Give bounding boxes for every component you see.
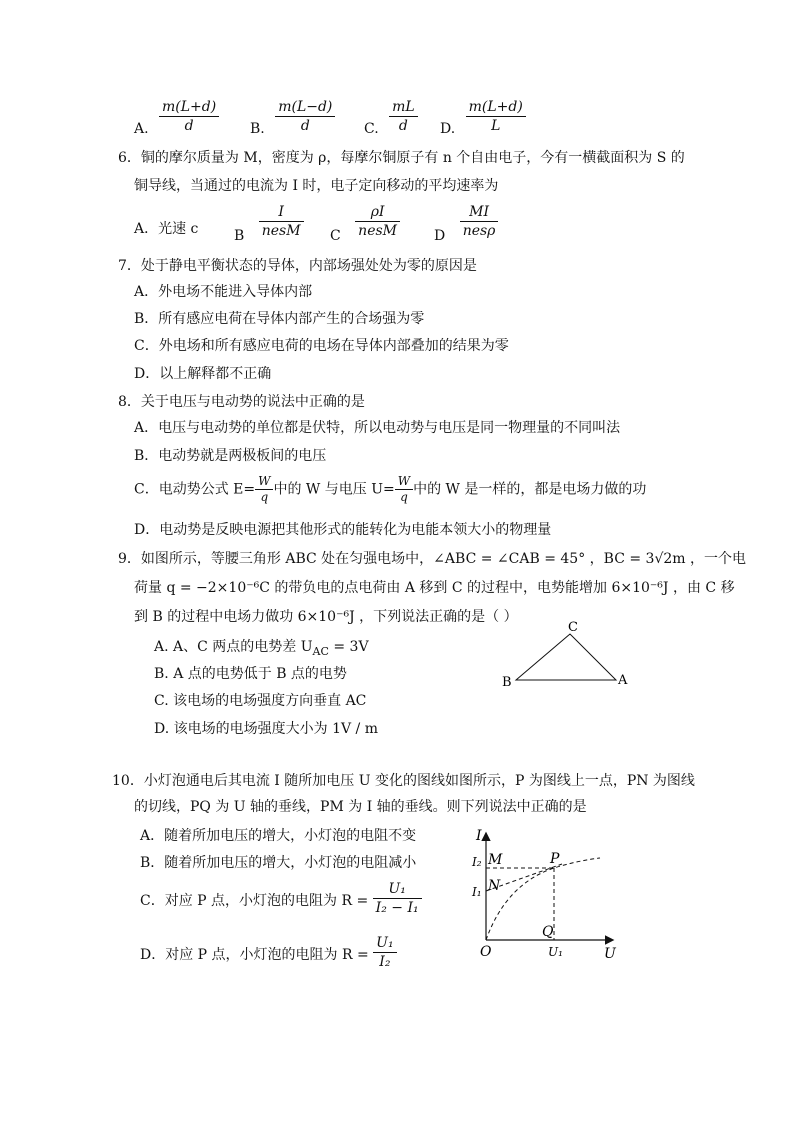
q8-option-c-mid: 中的 W 与电压 U=	[273, 481, 395, 498]
q5-option-a-label: A.	[134, 120, 149, 137]
q6-option-b-num: I	[259, 203, 304, 222]
label-p: P	[550, 851, 560, 867]
triangle-label-b: B	[502, 675, 512, 690]
q8-stem: 8．关于电压与电动势的说法中正确的是	[118, 394, 365, 410]
q6-option-c-label: C	[330, 227, 341, 244]
q5-option-d-num: m(L+d)	[466, 98, 526, 117]
q8-option-c-frac1	[255, 474, 273, 505]
q5-option-c-den: d	[398, 118, 408, 134]
q6-option-d-fraction	[460, 203, 499, 240]
q5-option-c-num: mL	[389, 98, 418, 117]
q9-option-a-text: A. A、C 两点的电势差 U	[154, 639, 313, 655]
q8-option-a: A．电压与电动势的单位都是伏特，所以电动势与电压是同一物理量的不同叫法	[134, 420, 621, 436]
q9-option-d: D. 该电场的电场强度大小为 1V / m	[154, 721, 378, 737]
label-o: O	[480, 944, 492, 960]
q7-option-c: C．外电场和所有感应电荷的电场在导体内部叠加的结果为零	[134, 338, 509, 354]
label-u: U	[604, 946, 616, 962]
q6-option-d-den: nesρ	[462, 223, 496, 239]
q9-stem-line3: 到 B 的过程中电场力做功 6×10⁻⁶J ，下列说法正确的是（ ）	[134, 609, 518, 625]
q10-option-c-den: I₂ − I₁	[375, 900, 419, 916]
q5-option-b-fraction	[275, 98, 335, 135]
q8-option-c	[134, 474, 646, 505]
q6-stem-line2: 铜导线，当通过的电流为 I 时，电子定向移动的平均速率为	[134, 178, 499, 194]
q6-option-b-label: B	[234, 227, 245, 244]
label-m: M	[488, 852, 503, 868]
q10-option-d-num: U₁	[373, 934, 396, 953]
q6-stem-line1: 6．铜的摩尔质量为 M，密度为 ρ，每摩尔铜原子有 n 个自由电子，今有一横截面积为 S 的	[118, 150, 685, 166]
q8-option-c-pre: C．电动势公式 E=	[134, 481, 256, 498]
q10-option-c-fraction	[373, 880, 422, 917]
q6-option-b-den: nesM	[261, 223, 301, 239]
q7-option-b: B．所有感应电荷在导体内部产生的合场强为零	[134, 311, 425, 327]
q5-option-a	[134, 98, 219, 135]
q6-option-d-num: MI	[460, 203, 499, 222]
q6-option-d	[434, 203, 498, 244]
q8-frac1-den: q	[260, 490, 269, 504]
label-q: Q	[542, 924, 554, 940]
label-i1: I₁	[472, 885, 482, 899]
label-n: N	[488, 878, 501, 894]
q5-option-c-label: C.	[364, 120, 379, 137]
label-i: I	[476, 828, 482, 844]
q8-option-d: D．电动势是反映电源把其他形式的能转化为电能本领大小的物理量	[134, 522, 552, 538]
q8-option-c-frac2	[395, 474, 413, 505]
q6-option-b-fraction	[259, 203, 304, 240]
q5-option-d	[440, 98, 526, 135]
q10-option-d-fraction	[373, 934, 396, 971]
q10-option-a: A．随着所加电压的增大，小灯泡的电阻不变	[140, 828, 417, 844]
q9-option-a-post: = 3V	[328, 639, 369, 655]
label-i2: I₂	[472, 855, 482, 869]
q10-option-d-den: I₂	[379, 954, 391, 970]
q9-stem-line1: 9．如图所示，等腰三角形 ABC 处在匀强电场中，∠ABC = ∠CAB = 45° ，BC = 3√2m ，一个电	[118, 551, 746, 567]
q10-option-d-pre: D．对应 P 点，小灯泡的电阻为 R =	[140, 946, 369, 963]
q5-option-d-fraction	[466, 98, 526, 135]
q5-option-a-fraction	[159, 98, 219, 135]
q5-option-d-label: D.	[440, 120, 456, 137]
q9-triangle-figure	[498, 618, 638, 690]
q10-option-c-num: U₁	[373, 880, 422, 899]
q8-option-c-post: 中的 W 是一样的，都是电场力做的功	[413, 481, 647, 498]
q6-option-a: A．光速 c	[134, 221, 199, 237]
q5-option-c-fraction	[389, 98, 418, 135]
q9-option-a	[154, 637, 369, 662]
q10-option-d	[140, 934, 397, 971]
q9-option-c: C. 该电场的电场强度方向垂直 AC	[154, 693, 367, 709]
q8-option-b: B．电动势就是两极板间的电压	[134, 448, 327, 464]
q5-option-a-den: d	[184, 118, 194, 134]
triangle-label-a: A	[618, 673, 628, 688]
label-u1: U₁	[548, 945, 563, 959]
q10-option-b: B．随着所加电压的增大，小灯泡的电阻减小	[140, 855, 417, 871]
q6-option-d-label: D	[434, 227, 446, 244]
q10-option-c-pre: C．对应 P 点，小灯泡的电阻为 R =	[140, 892, 369, 909]
q9-option-a-sub: AC	[312, 644, 329, 658]
q6-option-c-fraction	[355, 203, 400, 240]
q5-option-b-label: B.	[250, 120, 265, 137]
q6-option-c	[330, 203, 400, 244]
q6-option-c-num: ρI	[355, 203, 400, 222]
q7-option-a: A．外电场不能进入导体内部	[134, 284, 313, 300]
q10-iu-graph	[466, 828, 626, 964]
q9-stem-line2: 荷量 q = −2×10⁻⁶C 的带负电的点电荷由 A 移到 C 的过程中，电势能增加 6×10⁻⁶J ，由 C 移	[134, 580, 735, 596]
q5-option-b	[250, 98, 335, 135]
q5-option-a-num: m(L+d)	[159, 98, 219, 117]
q8-frac1-num: W	[255, 474, 273, 490]
q8-frac2-num: W	[395, 474, 413, 490]
q5-option-c	[364, 98, 418, 135]
q5-option-d-den: L	[491, 118, 501, 134]
triangle-label-c: C	[568, 620, 578, 635]
q7-option-d: D．以上解释都不正确	[134, 366, 272, 382]
q7-stem: 7．处于静电平衡状态的导体，内部场强处处为零的原因是	[118, 258, 477, 274]
q6-option-c-den: nesM	[358, 223, 397, 239]
q10-stem-line1: 10．小灯泡通电后其电流 I 随所加电压 U 变化的图线如图所示，P 为图线上一点，PN 为图线	[112, 773, 695, 789]
triangle-abc	[516, 634, 616, 680]
q8-frac2-den: q	[400, 490, 408, 504]
q5-option-b-den: d	[300, 118, 310, 134]
q10-option-c	[140, 880, 422, 917]
q5-option-b-num: m(L−d)	[275, 98, 335, 117]
q10-stem-line2: 的切线，PQ 为 U 轴的垂线，PM 为 I 轴的垂线。则下列说法中正确的是	[134, 799, 587, 815]
q6-option-b	[234, 203, 304, 244]
q9-option-b: B. A 点的电势低于 B 点的电势	[154, 666, 347, 682]
